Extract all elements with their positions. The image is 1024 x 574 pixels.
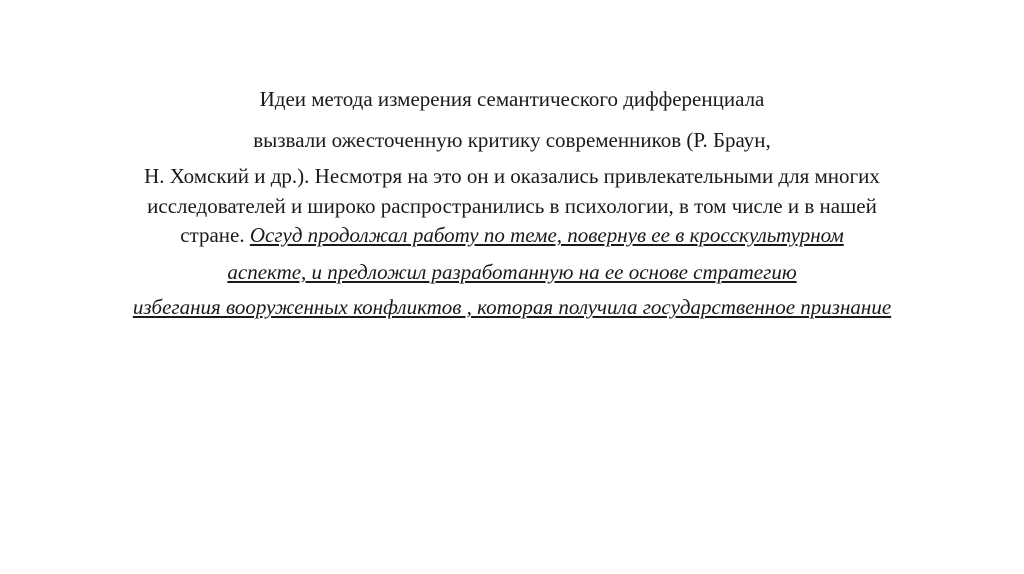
emphasized-text-line-6: аспекте, и предложил разработанную на ее основе стратегию [227,260,797,284]
text-line-3: Н. Хомский и др.). Несмотря на это он и оказались привлекательными для многих [144,164,880,188]
text-line-5-plain: стране. [180,223,250,247]
text-line-2: вызвали ожесточенную критику современников (Р. Браун, [253,128,771,152]
text-line-1: Идеи метода измерения семантического дифференциала [259,87,765,111]
text-line-5 [0,222,1024,248]
text-line-6 [0,259,1024,285]
emphasized-text-line-7: избегания вооруженных конфликтов , которая получила государственное признание [132,295,892,319]
text-line-7 [0,294,1024,320]
text-line-4: исследователей и широко распространились в психологии, в том числе и в нашей [147,194,877,218]
emphasized-text-line-5: Осгуд продолжал работу по теме, повернув ее в кросскультурном [249,223,844,247]
